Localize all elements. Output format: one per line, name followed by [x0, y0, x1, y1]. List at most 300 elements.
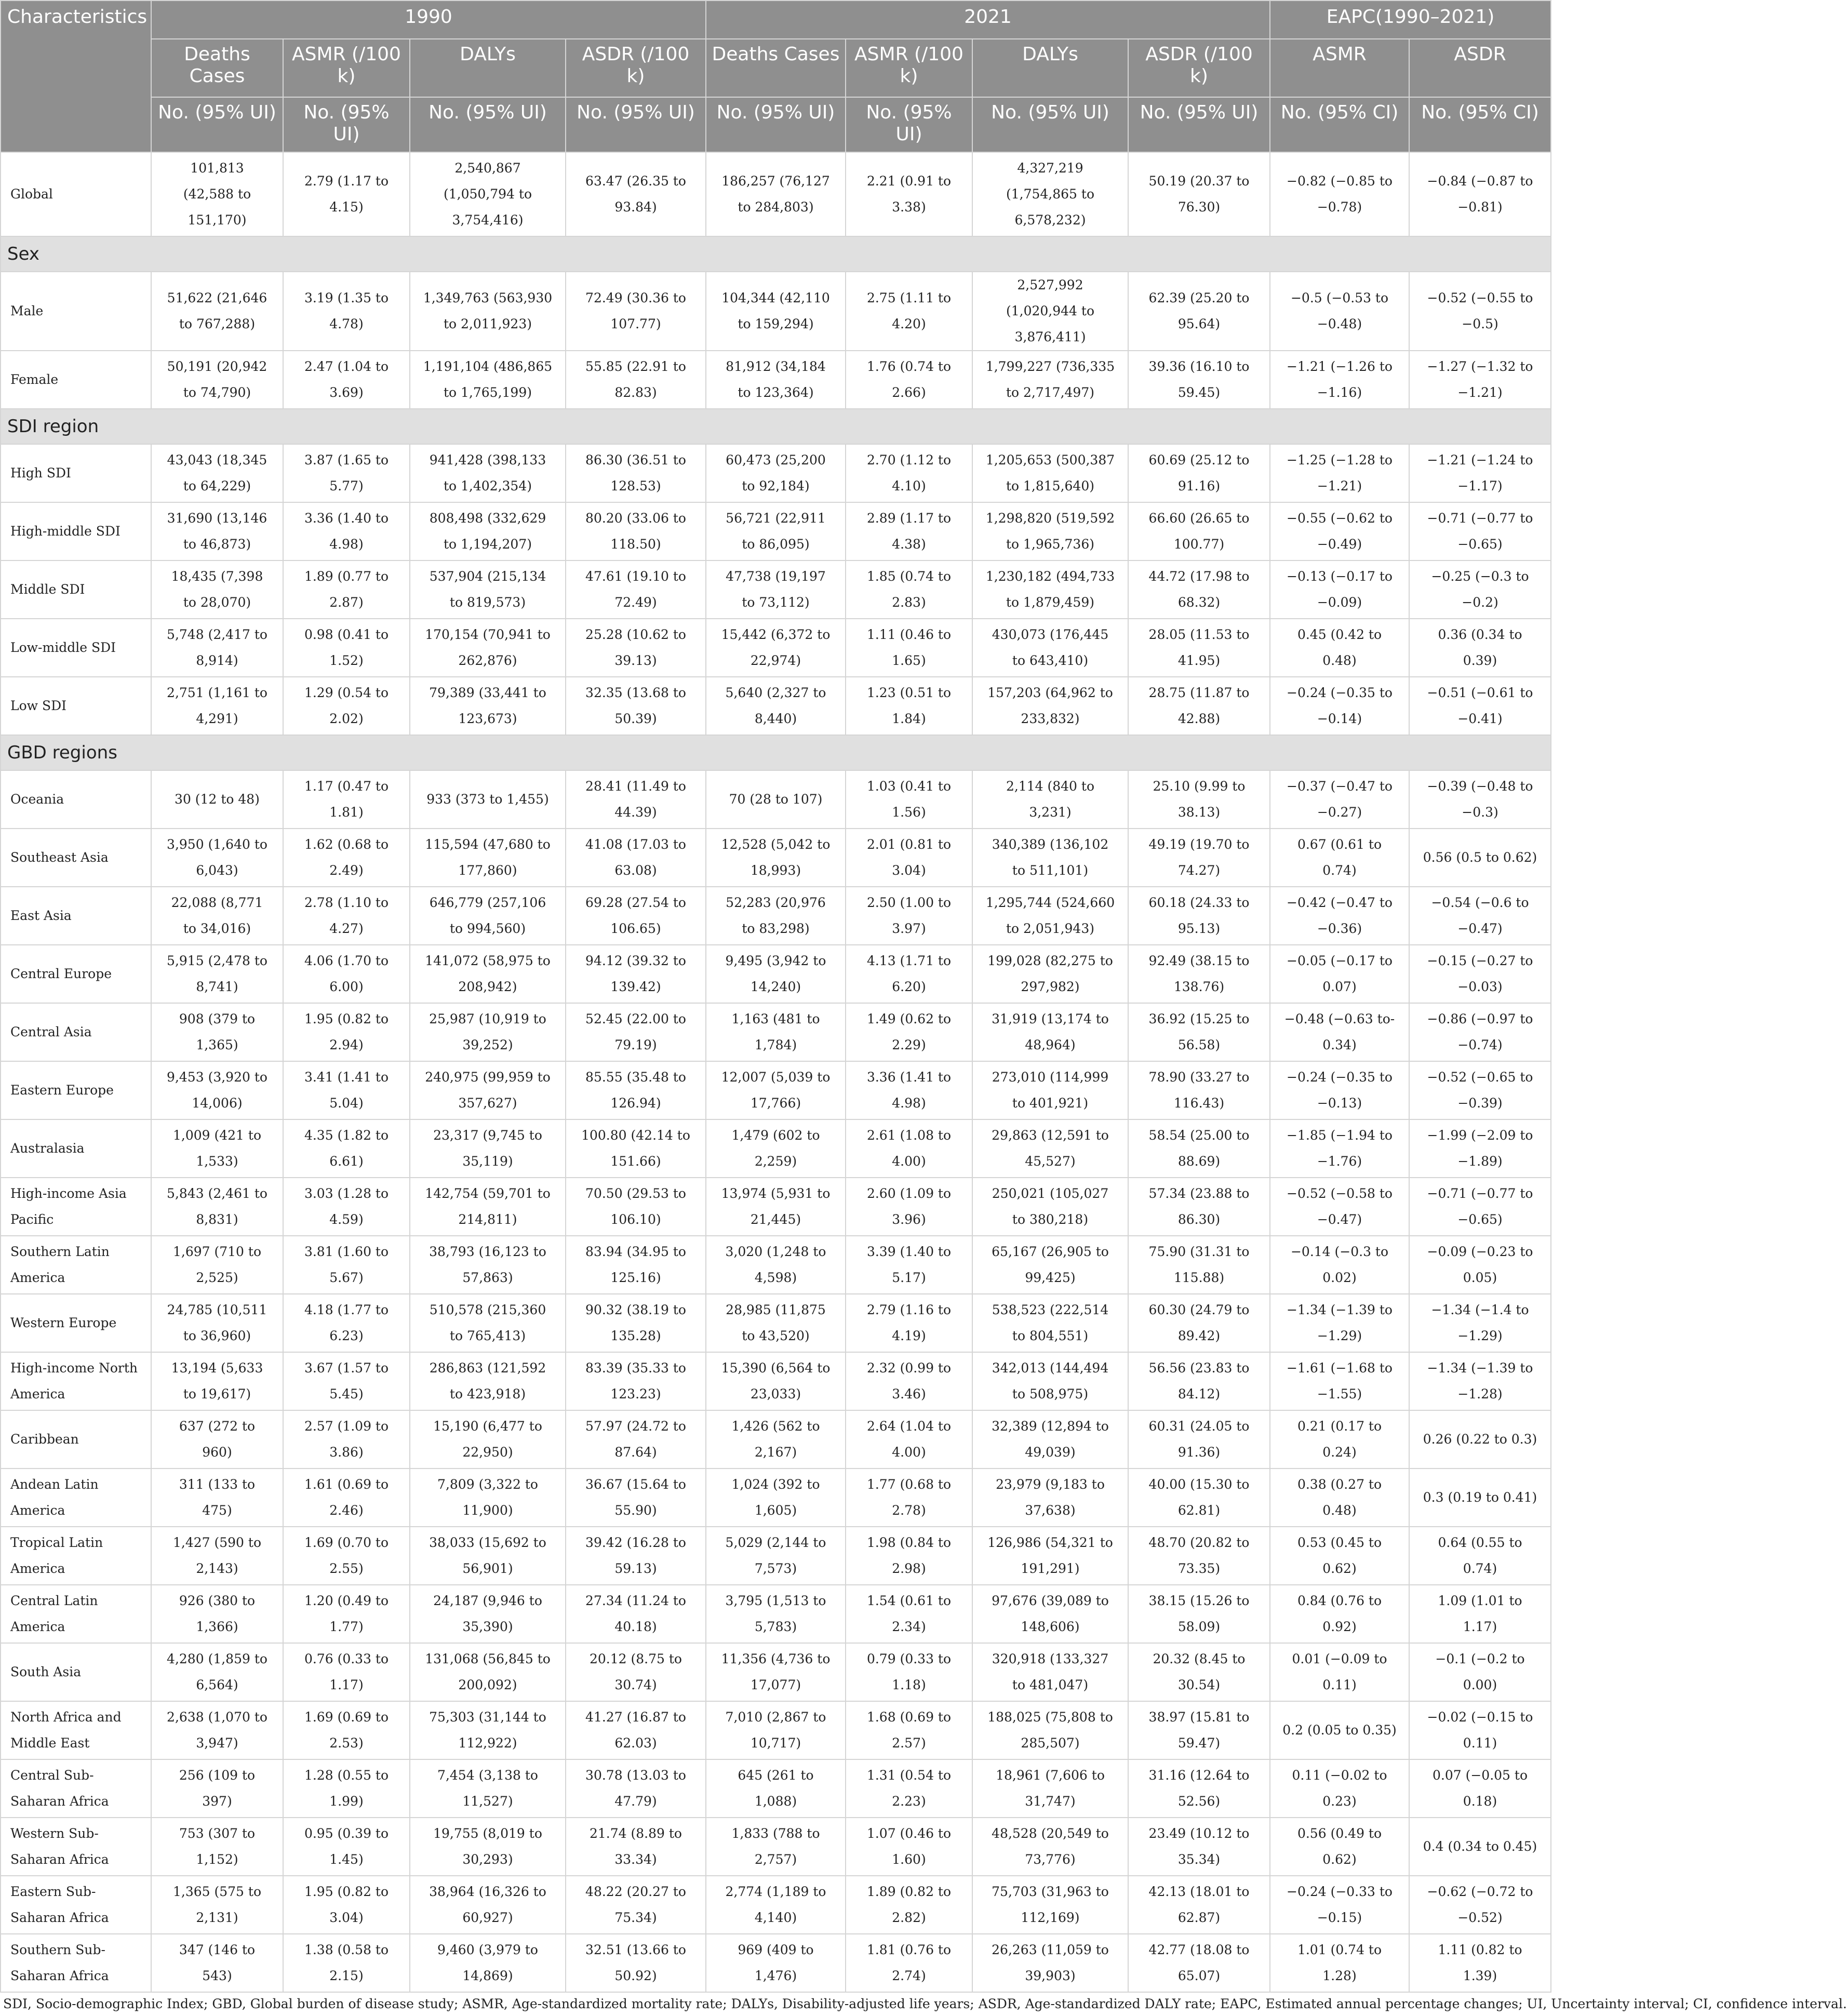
- table-cell: 0.26 (0.22 to 0.3): [1409, 1410, 1551, 1468]
- row-label: South Asia: [1, 1643, 151, 1701]
- table-cell: 1.95 (0.82 to 2.94): [283, 1003, 410, 1061]
- table-cell: 0.2 (0.05 to 0.35): [1270, 1701, 1409, 1759]
- table-cell: −0.5 (−0.53 to −0.48): [1270, 272, 1409, 351]
- table-cell: 36.67 (15.64 to 55.90): [566, 1468, 706, 1527]
- ui-header: No. (95% UI): [1128, 97, 1270, 152]
- section-label: GBD regions: [1, 735, 1551, 770]
- table-cell: 1.07 (0.46 to 1.60): [846, 1818, 972, 1876]
- table-cell: 75,703 (31,963 to 112,169): [972, 1876, 1128, 1934]
- table-cell: 1,295,744 (524,660 to 2,051,943): [972, 887, 1128, 945]
- section-label: Sex: [1, 236, 1551, 272]
- table-row: [1, 1818, 1551, 1876]
- table-cell: 2,540,867 (1,050,794 to 3,754,416): [410, 152, 566, 236]
- row-label: Southern Sub-Saharan Africa: [1, 1934, 151, 1992]
- table-cell: 63.47 (26.35 to 93.84): [566, 152, 706, 236]
- table-cell: 1.23 (0.51 to 1.84): [846, 677, 972, 735]
- table-cell: 969 (409 to 1,476): [706, 1934, 846, 1992]
- table-cell: 21.74 (8.89 to 33.34): [566, 1818, 706, 1876]
- table-cell: 1,163 (481 to 1,784): [706, 1003, 846, 1061]
- table-cell: 60.18 (24.33 to 95.13): [1128, 887, 1270, 945]
- table-cell: 20.12 (8.75 to 30.74): [566, 1643, 706, 1701]
- table-cell: −0.71 (−0.77 to −0.65): [1409, 502, 1551, 560]
- table-cell: 36.92 (15.25 to 56.58): [1128, 1003, 1270, 1061]
- table-cell: 1.98 (0.84 to 2.98): [846, 1527, 972, 1585]
- row-label: North Africa and Middle East: [1, 1701, 151, 1759]
- table-cell: 72.49 (30.36 to 107.77): [566, 272, 706, 351]
- row-label: Male: [1, 272, 151, 351]
- table-cell: 1,697 (710 to 2,525): [151, 1236, 283, 1294]
- table-cell: 43,043 (18,345 to 64,229): [151, 444, 283, 502]
- dalys-2021-header: DALYs: [972, 39, 1128, 97]
- table-cell: 94.12 (39.32 to 139.42): [566, 945, 706, 1003]
- table-cell: −0.82 (−0.85 to −0.78): [1270, 152, 1409, 236]
- table-cell: 23.49 (10.12 to 35.34): [1128, 1818, 1270, 1876]
- table-cell: 4.35 (1.82 to 6.61): [283, 1119, 410, 1178]
- row-label: Central Sub-Saharan Africa: [1, 1759, 151, 1818]
- table-cell: 430,073 (176,445 to 643,410): [972, 619, 1128, 677]
- table-row: [1, 619, 1551, 677]
- table-cell: 48.70 (20.82 to 73.35): [1128, 1527, 1270, 1585]
- table-cell: 941,428 (398,133 to 1,402,354): [410, 444, 566, 502]
- table-cell: 342,013 (144,494 to 508,975): [972, 1352, 1128, 1410]
- table-cell: 30 (12 to 48): [151, 770, 283, 829]
- table-cell: 250,021 (105,027 to 380,218): [972, 1178, 1128, 1236]
- table-cell: 60.31 (24.05 to 91.36): [1128, 1410, 1270, 1468]
- row-label: Western Sub-Saharan Africa: [1, 1818, 151, 1876]
- table-cell: −0.14 (−0.3 to 0.02): [1270, 1236, 1409, 1294]
- table-row: [1, 351, 1551, 409]
- table-cell: 142,754 (59,701 to 214,811): [410, 1178, 566, 1236]
- table-cell: 538,523 (222,514 to 804,551): [972, 1294, 1128, 1352]
- row-label: Central Europe: [1, 945, 151, 1003]
- table-cell: 57.97 (24.72 to 87.64): [566, 1410, 706, 1468]
- row-label: Caribbean: [1, 1410, 151, 1468]
- table-row: [1, 1701, 1551, 1759]
- table-cell: 115,594 (47,680 to 177,860): [410, 829, 566, 887]
- table-cell: 70.50 (29.53 to 106.10): [566, 1178, 706, 1236]
- table-cell: 2.57 (1.09 to 3.86): [283, 1410, 410, 1468]
- table-cell: 131,068 (56,845 to 200,092): [410, 1643, 566, 1701]
- table-cell: −0.25 (−0.3 to −0.2): [1409, 560, 1551, 619]
- table-row: [1, 1585, 1551, 1643]
- table-cell: 39.42 (16.28 to 59.13): [566, 1527, 706, 1585]
- table-cell: 28,985 (11,875 to 43,520): [706, 1294, 846, 1352]
- table-row: [1, 1934, 1551, 1992]
- table-cell: 1.31 (0.54 to 2.23): [846, 1759, 972, 1818]
- table-cell: 2,751 (1,161 to 4,291): [151, 677, 283, 735]
- deaths-1990-header: Deaths Cases: [151, 39, 283, 97]
- table-cell: 52.45 (22.00 to 79.19): [566, 1003, 706, 1061]
- table-cell: 20.32 (8.45 to 30.54): [1128, 1643, 1270, 1701]
- table-cell: 29,863 (12,591 to 45,527): [972, 1119, 1128, 1178]
- characteristics-header: Characteristics: [1, 1, 151, 152]
- table-cell: 25.28 (10.62 to 39.13): [566, 619, 706, 677]
- table-cell: 50,191 (20,942 to 74,790): [151, 351, 283, 409]
- table-row: [1, 887, 1551, 945]
- table-cell: 90.32 (38.19 to 135.28): [566, 1294, 706, 1352]
- table-cell: 1.54 (0.61 to 2.34): [846, 1585, 972, 1643]
- table-cell: 3,950 (1,640 to 6,043): [151, 829, 283, 887]
- table-cell: 3.81 (1.60 to 5.67): [283, 1236, 410, 1294]
- table-cell: −0.13 (−0.17 to −0.09): [1270, 560, 1409, 619]
- table-cell: 60.69 (25.12 to 91.16): [1128, 444, 1270, 502]
- row-label: East Asia: [1, 887, 151, 945]
- row-label: Western Europe: [1, 1294, 151, 1352]
- table-cell: 0.45 (0.42 to 0.48): [1270, 619, 1409, 677]
- table-cell: 28.41 (11.49 to 44.39): [566, 770, 706, 829]
- table-cell: 11,356 (4,736 to 17,077): [706, 1643, 846, 1701]
- table-cell: 2.79 (1.17 to 4.15): [283, 152, 410, 236]
- table-cell: 42.13 (18.01 to 62.87): [1128, 1876, 1270, 1934]
- table-cell: 3.87 (1.65 to 5.77): [283, 444, 410, 502]
- table-cell: 256 (109 to 397): [151, 1759, 283, 1818]
- table-cell: 170,154 (70,941 to 262,876): [410, 619, 566, 677]
- table-cell: 23,317 (9,745 to 35,119): [410, 1119, 566, 1178]
- table-cell: 41.27 (16.87 to 62.03): [566, 1701, 706, 1759]
- table-cell: 70 (28 to 107): [706, 770, 846, 829]
- table-cell: 50.19 (20.37 to 76.30): [1128, 152, 1270, 236]
- year-2021-header: 2021: [706, 1, 1270, 39]
- ui-header: No. (95% UI): [706, 97, 846, 152]
- table-cell: 1.68 (0.69 to 2.57): [846, 1701, 972, 1759]
- table-cell: 40.00 (15.30 to 62.81): [1128, 1468, 1270, 1527]
- table-row-global: [1, 152, 1551, 236]
- table-cell: 1,024 (392 to 1,605): [706, 1468, 846, 1527]
- table-cell: 926 (380 to 1,366): [151, 1585, 283, 1643]
- table-cell: 0.84 (0.76 to 0.92): [1270, 1585, 1409, 1643]
- section-label: SDI region: [1, 409, 1551, 444]
- table-cell: 0.64 (0.55 to 0.74): [1409, 1527, 1551, 1585]
- table-cell: 1.03 (0.41 to 1.56): [846, 770, 972, 829]
- table-cell: −1.21 (−1.24 to −1.17): [1409, 444, 1551, 502]
- table-row: [1, 1003, 1551, 1061]
- row-label: Female: [1, 351, 151, 409]
- table-cell: 81,912 (34,184 to 123,364): [706, 351, 846, 409]
- table-cell: −0.24 (−0.33 to −0.15): [1270, 1876, 1409, 1934]
- table-cell: 186,257 (76,127 to 284,803): [706, 152, 846, 236]
- table-cell: 2.64 (1.04 to 4.00): [846, 1410, 972, 1468]
- table-cell: 1.89 (0.82 to 2.82): [846, 1876, 972, 1934]
- table-cell: −0.84 (−0.87 to −0.81): [1409, 152, 1551, 236]
- table-cell: 1.17 (0.47 to 1.81): [283, 770, 410, 829]
- table-row: [1, 1759, 1551, 1818]
- table-cell: 5,029 (2,144 to 7,573): [706, 1527, 846, 1585]
- table-cell: 51,622 (21,646 to 767,288): [151, 272, 283, 351]
- table-cell: 7,010 (2,867 to 10,717): [706, 1701, 846, 1759]
- table-cell: −0.54 (−0.6 to −0.47): [1409, 887, 1551, 945]
- table-cell: 1,191,104 (486,865 to 1,765,199): [410, 351, 566, 409]
- year-1990-header: 1990: [151, 1, 706, 39]
- table-cell: 2,774 (1,189 to 4,140): [706, 1876, 846, 1934]
- table-cell: 12,007 (5,039 to 17,766): [706, 1061, 846, 1119]
- table-cell: 32,389 (12,894 to 49,039): [972, 1410, 1128, 1468]
- table-cell: 18,961 (7,606 to 31,747): [972, 1759, 1128, 1818]
- table-cell: 2.78 (1.10 to 4.27): [283, 887, 410, 945]
- dalys-1990-header: DALYs: [410, 39, 566, 97]
- row-label: Low-middle SDI: [1, 619, 151, 677]
- table-cell: 1.11 (0.46 to 1.65): [846, 619, 972, 677]
- row-label: Oceania: [1, 770, 151, 829]
- table-cell: 9,495 (3,942 to 14,240): [706, 945, 846, 1003]
- table-cell: 101,813 (42,588 to 151,170): [151, 152, 283, 236]
- table-cell: 4.13 (1.71 to 6.20): [846, 945, 972, 1003]
- row-label: High SDI: [1, 444, 151, 502]
- table-cell: 199,028 (82,275 to 297,982): [972, 945, 1128, 1003]
- table-cell: 311 (133 to 475): [151, 1468, 283, 1527]
- table-cell: −0.02 (−0.15 to 0.11): [1409, 1701, 1551, 1759]
- table-cell: 32.51 (13.66 to 50.92): [566, 1934, 706, 1992]
- table-cell: 12,528 (5,042 to 18,993): [706, 829, 846, 887]
- table-cell: −1.34 (−1.4 to −1.29): [1409, 1294, 1551, 1352]
- section-row-sex: [1, 236, 1551, 272]
- table-row: [1, 1061, 1551, 1119]
- table-cell: 645 (261 to 1,088): [706, 1759, 846, 1818]
- row-label: Central Asia: [1, 1003, 151, 1061]
- table-cell: 38.97 (15.81 to 59.47): [1128, 1701, 1270, 1759]
- table-cell: 0.56 (0.49 to 0.62): [1270, 1818, 1409, 1876]
- table-cell: 3,795 (1,513 to 5,783): [706, 1585, 846, 1643]
- table-cell: 83.94 (34.95 to 125.16): [566, 1236, 706, 1294]
- table-row: [1, 1352, 1551, 1410]
- table-cell: 15,390 (6,564 to 23,033): [706, 1352, 846, 1410]
- table-cell: 25,987 (10,919 to 39,252): [410, 1003, 566, 1061]
- table-cell: 25.10 (9.99 to 38.13): [1128, 770, 1270, 829]
- table-cell: 1,230,182 (494,733 to 1,879,459): [972, 560, 1128, 619]
- table-cell: 808,498 (332,629 to 1,194,207): [410, 502, 566, 560]
- table-cell: −1.21 (−1.26 to −1.16): [1270, 351, 1409, 409]
- table-cell: 0.95 (0.39 to 1.45): [283, 1818, 410, 1876]
- table-cell: 1.20 (0.49 to 1.77): [283, 1585, 410, 1643]
- table-cell: 57.34 (23.88 to 86.30): [1128, 1178, 1270, 1236]
- table-cell: −0.52 (−0.65 to −0.39): [1409, 1061, 1551, 1119]
- table-row: [1, 1876, 1551, 1934]
- table-cell: 1,799,227 (736,335 to 2,717,497): [972, 351, 1128, 409]
- table-cell: 2,638 (1,070 to 3,947): [151, 1701, 283, 1759]
- table-cell: 0.3 (0.19 to 0.41): [1409, 1468, 1551, 1527]
- table-footnote: SDI, Socio-demographic Index; GBD, Global burden of disease study; ASMR, Age-standardized mortality rate; DALYs, Disability-adjusted life years; ASDR, Age-standardized DALY rate; EAPC, Estimated annual percentage changes; UI, Uncertainty interval; CI, confidence interval.: [3, 1996, 1847, 2011]
- table-cell: 100.80 (42.14 to 151.66): [566, 1119, 706, 1178]
- table-cell: 2.21 (0.91 to 3.38): [846, 152, 972, 236]
- table-cell: 0.56 (0.5 to 0.62): [1409, 829, 1551, 887]
- table-cell: 18,435 (7,398 to 28,070): [151, 560, 283, 619]
- table-cell: 4,280 (1,859 to 6,564): [151, 1643, 283, 1701]
- table-cell: −0.86 (−0.97 to −0.74): [1409, 1003, 1551, 1061]
- table-cell: −0.55 (−0.62 to −0.49): [1270, 502, 1409, 560]
- table-cell: −0.71 (−0.77 to −0.65): [1409, 1178, 1551, 1236]
- table-cell: 38.15 (15.26 to 58.09): [1128, 1585, 1270, 1643]
- ui-header: No. (95% UI): [566, 97, 706, 152]
- table-cell: −0.05 (−0.17 to 0.07): [1270, 945, 1409, 1003]
- table-cell: 340,389 (136,102 to 511,101): [972, 829, 1128, 887]
- table-cell: −0.09 (−0.23 to 0.05): [1409, 1236, 1551, 1294]
- table-cell: 240,975 (99,959 to 357,627): [410, 1061, 566, 1119]
- table-row: [1, 829, 1551, 887]
- table-row: [1, 1468, 1551, 1527]
- row-label: High-middle SDI: [1, 502, 151, 560]
- table-cell: 1,349,763 (563,930 to 2,011,923): [410, 272, 566, 351]
- row-label: High-income North America: [1, 1352, 151, 1410]
- ui-header: No. (95% UI): [410, 97, 566, 152]
- table-cell: 28.05 (11.53 to 41.95): [1128, 619, 1270, 677]
- table-cell: 2,114 (840 to 3,231): [972, 770, 1128, 829]
- table-cell: 4.06 (1.70 to 6.00): [283, 945, 410, 1003]
- table-cell: 7,454 (3,138 to 11,527): [410, 1759, 566, 1818]
- table-cell: 52,283 (20,976 to 83,298): [706, 887, 846, 945]
- table-cell: −0.52 (−0.55 to −0.5): [1409, 272, 1551, 351]
- table-cell: 3.36 (1.41 to 4.98): [846, 1061, 972, 1119]
- table-cell: 3.03 (1.28 to 4.59): [283, 1178, 410, 1236]
- table-cell: 13,194 (5,633 to 19,617): [151, 1352, 283, 1410]
- table-cell: 19,755 (8,019 to 30,293): [410, 1818, 566, 1876]
- table-cell: −1.99 (−2.09 to −1.89): [1409, 1119, 1551, 1178]
- table-cell: 31.16 (12.64 to 52.56): [1128, 1759, 1270, 1818]
- table-cell: 1,009 (421 to 1,533): [151, 1119, 283, 1178]
- table-cell: 66.60 (26.65 to 100.77): [1128, 502, 1270, 560]
- table-cell: −0.24 (−0.35 to −0.13): [1270, 1061, 1409, 1119]
- table-cell: 1,205,653 (500,387 to 1,815,640): [972, 444, 1128, 502]
- table-cell: 0.38 (0.27 to 0.48): [1270, 1468, 1409, 1527]
- section-row-sdi: [1, 409, 1551, 444]
- table-cell: 1.85 (0.74 to 2.83): [846, 560, 972, 619]
- table-cell: 26,263 (11,059 to 39,903): [972, 1934, 1128, 1992]
- row-label: Eastern Europe: [1, 1061, 151, 1119]
- table-cell: 1,427 (590 to 2,143): [151, 1527, 283, 1585]
- table-cell: 1.69 (0.69 to 2.53): [283, 1701, 410, 1759]
- table-cell: 3.36 (1.40 to 4.98): [283, 502, 410, 560]
- table-cell: 5,748 (2,417 to 8,914): [151, 619, 283, 677]
- asdr-2021-header: ASDR (/100 k): [1128, 39, 1270, 97]
- table-cell: 753 (307 to 1,152): [151, 1818, 283, 1876]
- table-cell: 1,479 (602 to 2,259): [706, 1119, 846, 1178]
- table-cell: 41.08 (17.03 to 63.08): [566, 829, 706, 887]
- table-row: [1, 945, 1551, 1003]
- table-cell: 3.41 (1.41 to 5.04): [283, 1061, 410, 1119]
- table-cell: 1.09 (1.01 to 1.17): [1409, 1585, 1551, 1643]
- table-cell: 3.39 (1.40 to 5.17): [846, 1236, 972, 1294]
- table-cell: 2.70 (1.12 to 4.10): [846, 444, 972, 502]
- table-row: [1, 677, 1551, 735]
- table-cell: 55.85 (22.91 to 82.83): [566, 351, 706, 409]
- table-cell: 320,918 (133,327 to 481,047): [972, 1643, 1128, 1701]
- table-row: [1, 1643, 1551, 1701]
- table-cell: −0.15 (−0.27 to −0.03): [1409, 945, 1551, 1003]
- table-cell: 86.30 (36.51 to 128.53): [566, 444, 706, 502]
- row-label: Eastern Sub-Saharan Africa: [1, 1876, 151, 1934]
- table-cell: 0.67 (0.61 to 0.74): [1270, 829, 1409, 887]
- table-cell: 32.35 (13.68 to 50.39): [566, 677, 706, 735]
- table-cell: 0.11 (−0.02 to 0.23): [1270, 1759, 1409, 1818]
- table-cell: 15,442 (6,372 to 22,974): [706, 619, 846, 677]
- table-cell: 2.50 (1.00 to 3.97): [846, 887, 972, 945]
- table-cell: 0.07 (−0.05 to 0.18): [1409, 1759, 1551, 1818]
- table-cell: 7,809 (3,322 to 11,900): [410, 1468, 566, 1527]
- asdr-1990-header: ASDR (/100 k): [566, 39, 706, 97]
- table-cell: 9,453 (3,920 to 14,006): [151, 1061, 283, 1119]
- table-cell: 47,738 (19,197 to 73,112): [706, 560, 846, 619]
- table-cell: 65,167 (26,905 to 99,425): [972, 1236, 1128, 1294]
- table-cell: 1.76 (0.74 to 2.66): [846, 351, 972, 409]
- table-cell: 24,785 (10,511 to 36,960): [151, 1294, 283, 1352]
- ui-header: No. (95% UI): [972, 97, 1128, 152]
- table-cell: 188,025 (75,808 to 285,507): [972, 1701, 1128, 1759]
- table-cell: 157,203 (64,962 to 233,832): [972, 677, 1128, 735]
- table-cell: 4.18 (1.77 to 6.23): [283, 1294, 410, 1352]
- table-cell: 2,527,992 (1,020,944 to 3,876,411): [972, 272, 1128, 351]
- table-cell: 1,833 (788 to 2,757): [706, 1818, 846, 1876]
- table-cell: 4,327,219 (1,754,865 to 6,578,232): [972, 152, 1128, 236]
- table-cell: 23,979 (9,183 to 37,638): [972, 1468, 1128, 1527]
- table-cell: 69.28 (27.54 to 106.65): [566, 887, 706, 945]
- table-cell: 2.60 (1.09 to 3.96): [846, 1178, 972, 1236]
- table-cell: 58.54 (25.00 to 88.69): [1128, 1119, 1270, 1178]
- table-cell: 24,187 (9,946 to 35,390): [410, 1585, 566, 1643]
- table-cell: −0.42 (−0.47 to −0.36): [1270, 887, 1409, 945]
- table-cell: −0.62 (−0.72 to −0.52): [1409, 1876, 1551, 1934]
- table-cell: 47.61 (19.10 to 72.49): [566, 560, 706, 619]
- table-cell: −0.51 (−0.61 to −0.41): [1409, 677, 1551, 735]
- eapc-asmr-header: ASMR: [1270, 39, 1409, 97]
- table-cell: 44.72 (17.98 to 68.32): [1128, 560, 1270, 619]
- table-cell: −1.34 (−1.39 to −1.28): [1409, 1352, 1551, 1410]
- table-row: [1, 502, 1551, 560]
- table-cell: 1.38 (0.58 to 2.15): [283, 1934, 410, 1992]
- table-cell: 49.19 (19.70 to 74.27): [1128, 829, 1270, 887]
- table-row: [1, 1178, 1551, 1236]
- table-row: [1, 1236, 1551, 1294]
- table-cell: 1.29 (0.54 to 2.02): [283, 677, 410, 735]
- table-cell: 31,690 (13,146 to 46,873): [151, 502, 283, 560]
- table-cell: 60,473 (25,200 to 92,184): [706, 444, 846, 502]
- table-cell: 56.56 (23.83 to 84.12): [1128, 1352, 1270, 1410]
- table-cell: 646,779 (257,106 to 994,560): [410, 887, 566, 945]
- table-cell: 286,863 (121,592 to 423,918): [410, 1352, 566, 1410]
- row-label: High-income Asia Pacific: [1, 1178, 151, 1236]
- table-cell: 2.89 (1.17 to 4.38): [846, 502, 972, 560]
- table-cell: 1.61 (0.69 to 2.46): [283, 1468, 410, 1527]
- table-cell: 3.19 (1.35 to 4.78): [283, 272, 410, 351]
- table-cell: 1.69 (0.70 to 2.55): [283, 1527, 410, 1585]
- table-header: [1, 1, 1551, 152]
- table-cell: 933 (373 to 1,455): [410, 770, 566, 829]
- table-cell: −0.52 (−0.58 to −0.47): [1270, 1178, 1409, 1236]
- table-cell: 2.79 (1.16 to 4.19): [846, 1294, 972, 1352]
- table-cell: 141,072 (58,975 to 208,942): [410, 945, 566, 1003]
- table-cell: 1.11 (0.82 to 1.39): [1409, 1934, 1551, 1992]
- table-cell: 75,303 (31,144 to 112,922): [410, 1701, 566, 1759]
- table-cell: 60.30 (24.79 to 89.42): [1128, 1294, 1270, 1352]
- table-cell: −1.25 (−1.28 to −1.21): [1270, 444, 1409, 502]
- asmr-2021-header: ASMR (/100 k): [846, 39, 972, 97]
- table-cell: −1.61 (−1.68 to −1.55): [1270, 1352, 1409, 1410]
- table-row: [1, 272, 1551, 351]
- table-cell: 0.4 (0.34 to 0.45): [1409, 1818, 1551, 1876]
- table-cell: 2.75 (1.11 to 4.20): [846, 272, 972, 351]
- table-cell: 5,843 (2,461 to 8,831): [151, 1178, 283, 1236]
- ui-header: No. (95% UI): [283, 97, 410, 152]
- table-cell: 42.77 (18.08 to 65.07): [1128, 1934, 1270, 1992]
- table-cell: 3.67 (1.57 to 5.45): [283, 1352, 410, 1410]
- table-cell: 97,676 (39,089 to 148,606): [972, 1585, 1128, 1643]
- table-body: [1, 152, 1551, 1992]
- table-cell: 48.22 (20.27 to 75.34): [566, 1876, 706, 1934]
- table-cell: 13,974 (5,931 to 21,445): [706, 1178, 846, 1236]
- table-cell: 9,460 (3,979 to 14,869): [410, 1934, 566, 1992]
- table-cell: 31,919 (13,174 to 48,964): [972, 1003, 1128, 1061]
- deaths-2021-header: Deaths Cases: [706, 39, 846, 97]
- table-cell: 22,088 (8,771 to 34,016): [151, 887, 283, 945]
- ui-header: No. (95% UI): [151, 97, 283, 152]
- table-cell: 1,298,820 (519,592 to 1,965,736): [972, 502, 1128, 560]
